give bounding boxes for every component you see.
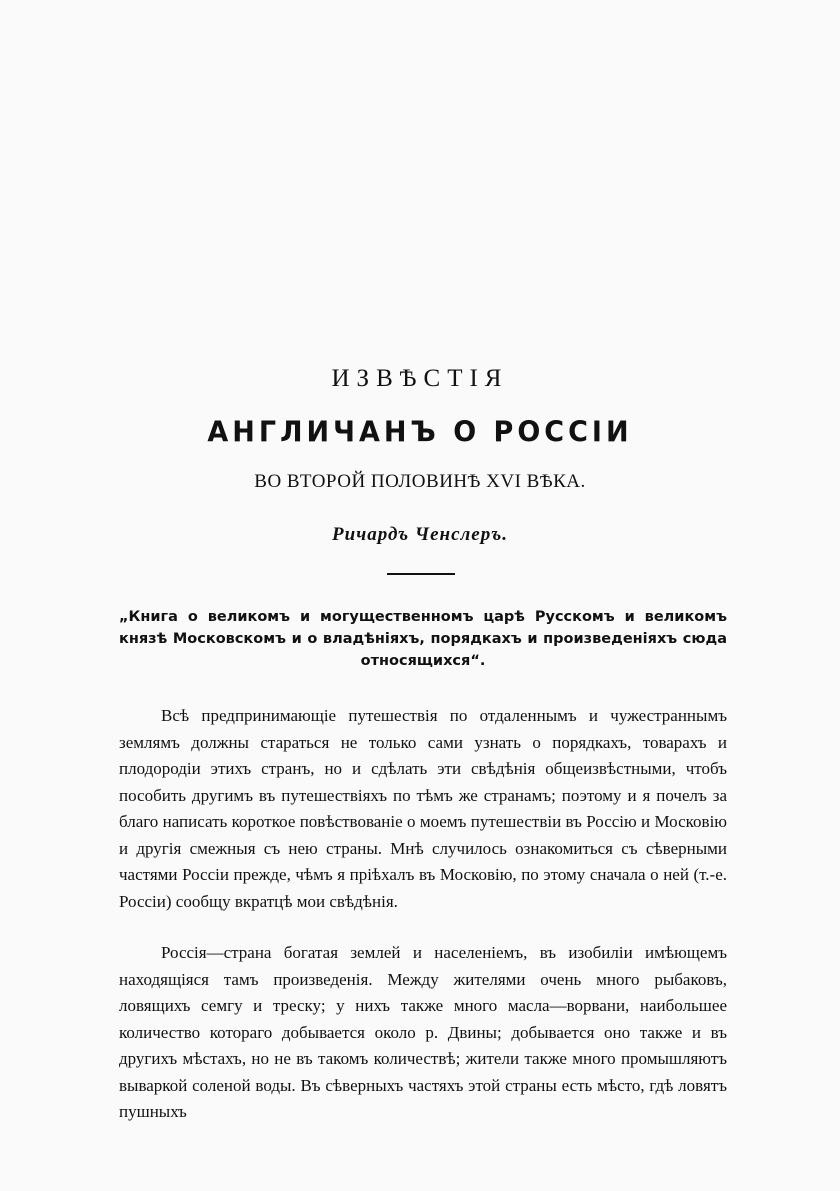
- divider-rule: [387, 573, 455, 575]
- paragraph-1: Всѣ предпринимающіе путешествія по отдаленнымъ и чужестраннымъ землямъ должны стараться не только сами узнать о порядкахъ, товарахъ и плодородіи этихъ странъ, но и сдѣлать эти свѣдѣнія общеизвѣстными, чтобъ пособить другимъ въ путешествіяхъ по тѣмъ же странамъ; поэтому и я почелъ за благо написать короткое повѣствованіе о моемъ путешествіи въ Россію и Московію и другія смежныя съ нею страны. Мнѣ случилось ознакомиться съ сѣверными частями Россіи прежде, чѣмъ я пріѣхалъ въ Московію, по этому сначала о ней (т.-е. Россіи) сообщу вкратцѣ мои свѣдѣнія.: [119, 706, 727, 911]
- title-line-1: ИЗВѢСТІЯ: [331, 365, 509, 392]
- book-subtitle: „Книга о великомъ и могущественномъ царѣ Русскомъ и великомъ князѣ Московскомъ и о владѣніяхъ, порядкахъ и произведеніяхъ сюда относящихся“.: [119, 609, 727, 669]
- paragraph-2: Россія—страна богатая землей и населеніемъ, въ изобиліи имѣющемъ находящіяся тамъ произведенія. Между жителями очень много рыбаковъ, ловящихъ семгу и треску; у нихъ также много масла—ворвани, наибольшее количество котораго добывается около р. Двины; добывается оно также и въ другихъ мѣстахъ, но не въ такомъ количествѣ; жители также много промышляютъ вываркой соленой воды. Въ сѣверныхъ частяхъ этой страны есть мѣсто, гдѣ ловятъ пушныхъ: [119, 943, 727, 1121]
- title-line-2: АНГЛИЧАНЪ О РОССІИ: [207, 416, 633, 449]
- author-name: Ричардъ Ченслеръ.: [332, 524, 508, 545]
- title-line-3: ВО ВТОРОЙ ПОЛОВИНѢ XVI ВѢКА.: [254, 471, 586, 492]
